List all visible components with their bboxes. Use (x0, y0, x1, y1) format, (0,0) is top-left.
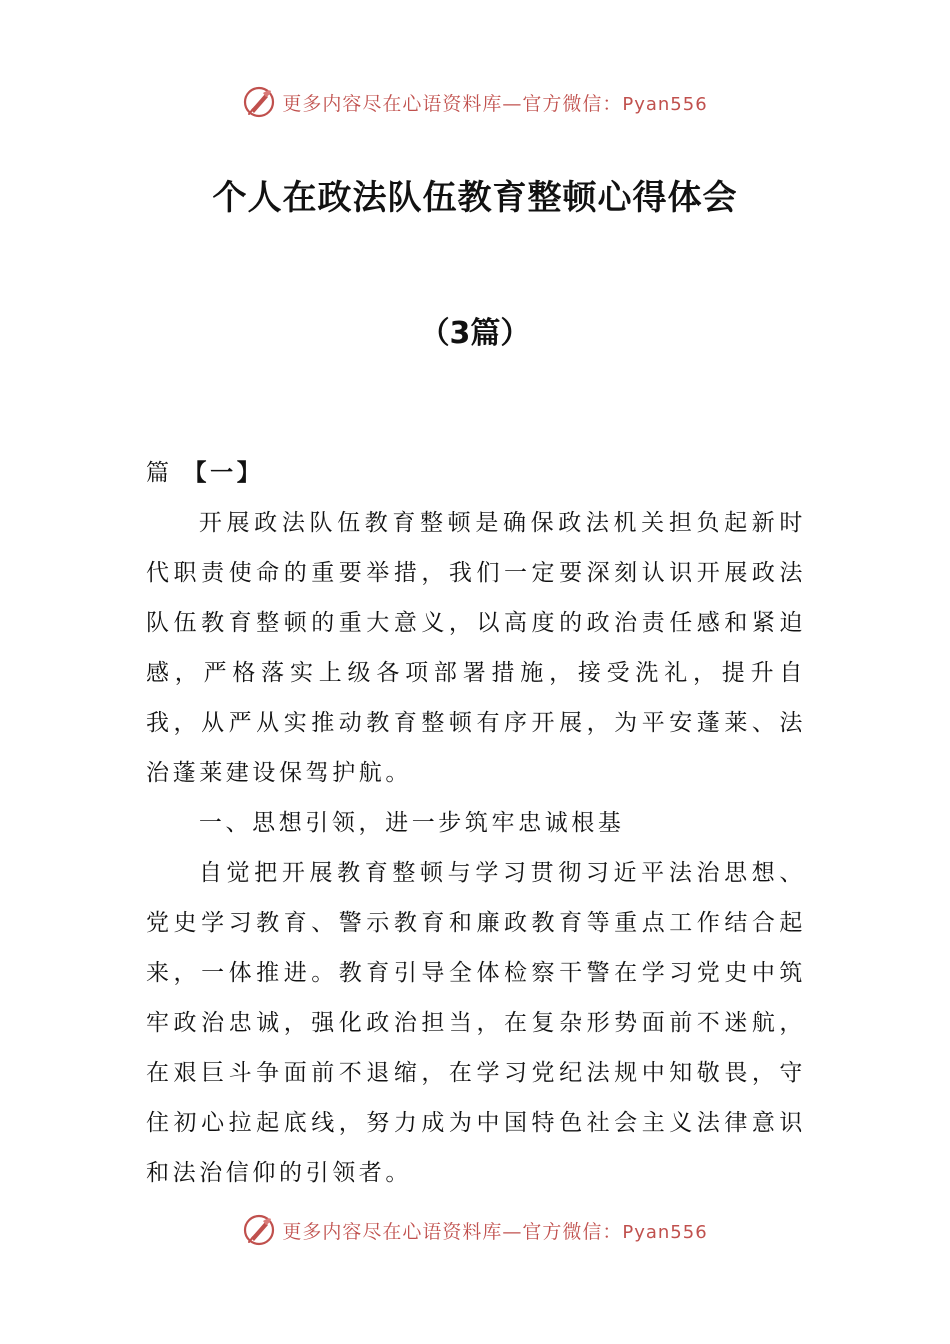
banner-wechat-id: Pyan556 (622, 93, 708, 115)
banner-wechat-label: 官方微信： (522, 1220, 623, 1243)
banner-slogan: 更多内容尽在心语资料库 (282, 1220, 503, 1243)
banner-slogan: 更多内容尽在心语资料库 (282, 92, 503, 115)
section-heading: 一、思想引领，进一步筑牢忠诚根基 (198, 810, 625, 836)
section-label-prefix: 篇 (146, 460, 184, 486)
section-label (146, 448, 806, 498)
banner-wechat-id: Pyan556 (622, 1221, 708, 1243)
banner-text (282, 89, 707, 116)
document-title: 个人在政法队伍教育整顿心得体会 (212, 178, 738, 218)
footer-banner (0, 1210, 950, 1250)
header-banner (0, 82, 950, 122)
banner-separator: — (502, 1220, 523, 1243)
paragraph: 自觉把开展教育整顿与学习贯彻习近平法治思想、党史学习教育、警示教育和廉政教育等重点工作结合起来，一体推进。教育引导全体检察干警在学习党史中筑牢政治忠诚，强化政治担当，在复杂形势面前不迷航，在艰巨斗争面前不退缩，在学习党纪法规中知敬畏，守住初心拉起底线，努力成为中国特色社会主义法律意识和法治信仰的引领者。 (146, 860, 806, 1186)
paragraph: 开展政法队伍教育整顿是确保政法机关担负起新时代职责使命的重要举措，我们一定要深刻认识开展政法队伍教育整顿的重大意义，以高度的政治责任感和紧迫感，严格落实上级各项部署措施，接受洗礼，提升自我，从严从实推动教育整顿有序开展，为平安蓬莱、法治蓬莱建设保驾护航。 (146, 510, 806, 786)
document-body (146, 448, 806, 1198)
banner-wechat-label: 官方微信： (522, 92, 623, 115)
quill-pen-logo-icon (242, 1213, 276, 1247)
section-label-number: 【一】 (183, 460, 264, 486)
document-subtitle: （3篇） (419, 316, 531, 351)
quill-pen-logo-icon (242, 85, 276, 119)
banner-text (282, 1217, 707, 1244)
banner-separator: — (502, 92, 523, 115)
